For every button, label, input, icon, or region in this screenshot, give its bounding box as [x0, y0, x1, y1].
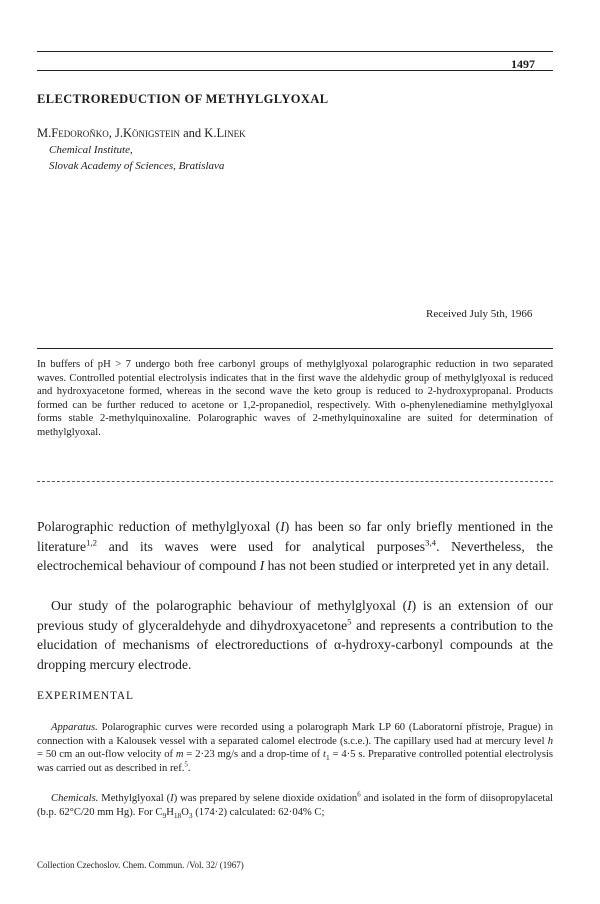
author-2: J.Königstein — [114, 126, 180, 140]
affiliation-line-1: Chemical Institute, — [49, 144, 133, 156]
citation-6: 6 — [357, 791, 361, 799]
citation-5-ref: 5 — [184, 761, 188, 769]
citation-3-4: 3,4 — [425, 537, 437, 548]
citation-5: 5 — [347, 616, 352, 627]
chemicals-paragraph: Chemicals. Methylglyoxal (I) was prepared by selene dioxide oxidation$^6$ and isolated in the form of diisopropylacetal (b.p. 62°C/20 mm Hg). For $C_9H_{18}O_3$ (174·2) calculated: 62·04% C; — [37, 791, 554, 820]
author-3: K.Linek — [204, 126, 246, 140]
journal-footer: Collection Czechoslov. Chem. Commun. /Vol. 32/ (1967) — [37, 860, 244, 870]
abstract-bottom-rule — [37, 481, 553, 482]
section-heading-experimental: EXPERIMENTAL — [37, 690, 134, 702]
header-rule-lower — [37, 70, 553, 71]
article-title: ELECTROREDUCTION OF METHYLGLYOXAL — [37, 92, 329, 106]
apparatus-paragraph: Apparatus. Polarographic curves were recorded using a polarograph Mark LP 60 (Laboratorní přístroje, Prague) in connection with a Kalousek vessel with a separated calomel electrode (s.c.e.). The capillary used had at mercury level h = 50 cm an out-flow velocity of m = 2·23 mg/s and a drop-time of $t_1 = 4\cdot 5$ s. Preparative controlled potential electrolysis was carried out as described in ref.$^5$. — [37, 722, 554, 774]
author-list: M.Fedoroňko, J.Königstein and K.Linek — [37, 126, 246, 140]
affiliation-line-2: Slovak Academy of Sciences, Bratislava — [49, 160, 225, 172]
author-1: M.Fedoroňko — [37, 126, 109, 140]
page-number: 1497 — [511, 57, 535, 71]
header-rule — [37, 51, 553, 52]
received-date: Received July 5th, 1966 — [426, 308, 533, 320]
citation-1-2: 1,2 — [86, 537, 98, 548]
abstract-top-rule — [37, 348, 553, 349]
intro-paragraph-2: Our study of the polarographic behaviour of methylglyoxal (I) is an extension of our previous study of glyceraldehyde and dihydroxyacetone$^5$ and represents a contribution to the elucidation of mechanisms of electroreductions of α-hydroxy-carbonyl compounds at the dropping mercury electrode. — [37, 598, 553, 673]
intro-paragraph-1: Polarographic reduction of methylglyoxal (I) has been so far only briefly mentioned in the literature$^{1,2}$ and its waves were used for analytical purposes$^{3,4}$. Nevertheless, the electrochemical behaviour of compound I has not been studied or interpreted yet in any detail. — [37, 519, 553, 574]
abstract: In buffers of pH > 7 undergo both free carbonyl groups of methylglyoxal polarographic reduction in two separated waves. Controlled potential electrolysis indicates that in the first wave the aldehydic group of methylglyoxal is reduced and hydroxyacetone formed, whereas in the second wave the keto group is reduced to 2-hydroxypropanal. Products formed can be further reduced to acetone or 1,2-propanediol, respectively. With o-phenylenediamine methylglyoxal forms stable 2-methylquinoxaline. Polarographic waves of 2-methylquinoxaline are suited for determination of methylglyoxal. — [37, 359, 553, 438]
